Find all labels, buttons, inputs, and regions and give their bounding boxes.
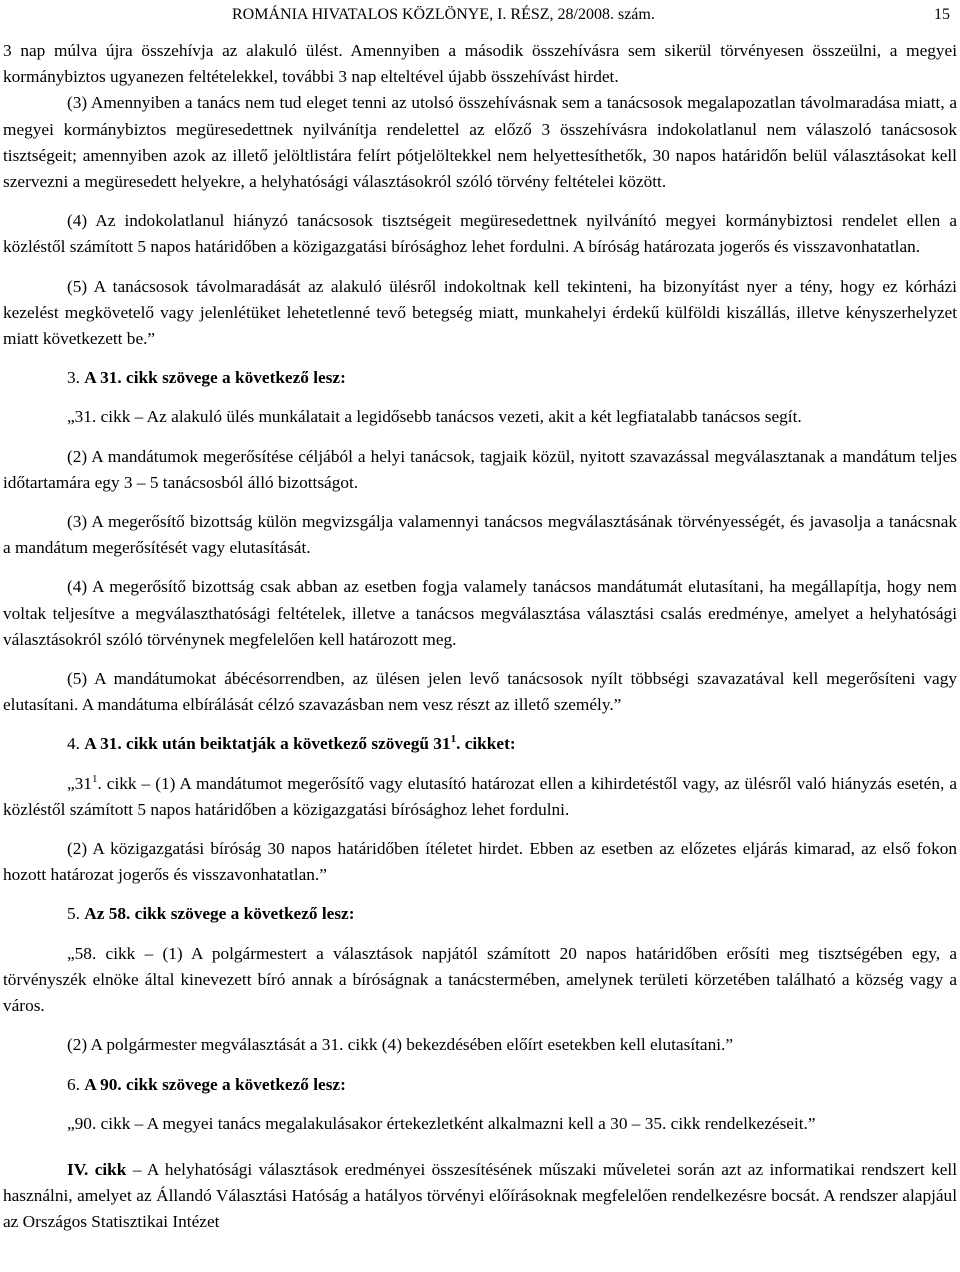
superscript: 1	[91, 772, 98, 785]
heading-tail: . cikket:	[456, 734, 516, 754]
paragraph: (3) Amennyiben a tanács nem tud eleget tenni az utolsó összehívásnak sem a tanácsosok megalapozatlan távolmaradása miatt, a megyei kormánybiztos megüresedettnek nyilvánítja rendelettel az előző 3 összehívásra indokolatlanul nem válaszoló tanácsosok tisztségeit; amennyiben azok az illető jelöltlistára felírt pótjelöltekkel nem helyettesíthetők, 30 napos határidőn belül választásokat kell szervezni a megüresedett helyekre, a helyhatósági választásokról szóló törvény feltételei között.	[3, 93, 957, 192]
heading-main: A 31. cikk után beiktatják a következő szövegű 31	[84, 734, 451, 754]
paragraph	[3, 1157, 957, 1236]
paragraph	[3, 771, 957, 823]
paragraph: (4) A megerősítő bizottság csak abban az esetben fogja valamely tanácsos mandátumát elutasítani, ha megállapítja, hogy nem voltak teljesítve a megválaszthatósági feltételek, illetve a tanácsos megválasztása választási csalás eredménye, amelyet a helyhatósági választásokról szóló törvénynek megfelelően kell határozott meg.	[3, 577, 957, 649]
page-header	[0, 6, 960, 32]
paragraph: (2) A közigazgatási bíróság 30 napos határidőben ítéletet hirdet. Ebben az esetben az előzetes eljárás kimarad, az első fokon hozott határozat jogerős és visszavonhatatlan.”	[3, 839, 957, 885]
paragraph: (2) A mandátumok megerősítése céljából a helyi tanácsok, tagjaik közül, nyitott szavazással megválasztanak a mandátum teljes időtartamára egy 3 ‒ 5 tanácsosból álló bizottságot.	[3, 446, 957, 492]
paragraph-text: . cikk ‒ (1) A mandátumot megerősítő vagy elutasító határozat ellen a kihirdetéstől vagy, az ülésről való hiányzás esetén, a közléstől számított 5 napos határidőben a közigazgatási bírósághoz lehet fordulni.	[3, 773, 957, 819]
paragraph: (5) A tanácsosok távolmaradását az alakuló ülésről indokoltnak kell tekinteni, ha bizonyítást nyer a tény, hogy ez kórházi kezelést megkövetelő vagy jelenlétüket lehetetlenné tevő betegség miatt, munkahelyi érdekű külföldi kiszállás, illetve kényszerhelyzet miatt következett be.”	[3, 276, 957, 349]
section-number: 6.	[67, 1074, 85, 1094]
section-number: 4.	[67, 734, 85, 754]
page-number: 15	[934, 6, 950, 23]
article-heading: IV. cikk	[67, 1159, 127, 1179]
paragraph: (4) Az indokolatlanul hiányzó tanácsosok tisztségeit megüresedettnek nyilvánító megyei kormánybiztosi rendelet ellen a közléstől számított 5 napos határidőben a közigazgatási bírósághoz lehet fordulni. A bíróság határozata jogerős és visszavonhatatlan.	[3, 211, 957, 257]
section-heading	[3, 1072, 957, 1098]
section-heading-text: A 90. cikk szövege a következő lesz:	[84, 1074, 346, 1094]
paragraph: (3) A megerősítő bizottság külön megvizsgálja valamennyi tanácsos megválasztásának törvényességét, és javasolja a tanácsnak a mandátum megerősítését vagy elutasítását.	[3, 512, 957, 558]
section-heading	[3, 731, 957, 757]
paragraph: 3 nap múlva újra összehívja az alakuló ülést. Amennyiben a második összehívásra sem sikerül törvényesen összeülni, a megyei kormánybiztos ugyanezen feltételekkel, további 3 nap elteltével újabb összehívást hirdet.	[3, 41, 957, 87]
section-heading-text	[84, 734, 515, 753]
section-heading	[3, 365, 957, 391]
paragraph: (5) A mandátumokat ábécésorrendben, az ülésen jelen levő tanácsosok nyílt többségi szavazatával kell megerősíteni vagy elutasítani. A mandátuma elbírálását célzó szavazásban nem vesz részt az illető személy.”	[3, 669, 957, 715]
gazette-title: ROMÁNIA HIVATALOS KÖZLÖNYE, I. RÉSZ, 28/2008. szám.	[232, 6, 655, 23]
paragraph-text: ‒ A helyhatósági választások eredményei összesítésének műszaki műveletei során azt az informatikai rendszert kell használni, amelyet az Állandó Választási Hatóság a hatályos törvényi előírásoknak megfelelően rendelkezésre bocsát. A rendszer alapjául az Országos Statisztikai Intézet	[3, 1159, 958, 1232]
paragraph: „31. cikk ‒ Az alakuló ülés munkálatait a legidősebb tanácsos vezeti, akit a két legfiatalabb tanácsos segít.	[67, 407, 802, 427]
section-number: 5.	[67, 904, 85, 924]
section-number: 3.	[67, 368, 85, 388]
paragraph: „58. cikk ‒ (1) A polgármestert a választások napjától számított 20 napos határidőben erősíti meg tisztségében egy, a törvényszék elnöke által kinevezett bíró annak a bíróságnak a tanácstermében, amelynek területi körzetében található a község vagy a város.	[3, 943, 957, 1016]
document-body	[3, 38, 957, 1236]
section-heading-text: Az 58. cikk szövege a következő lesz:	[84, 904, 355, 924]
superscript: 1	[450, 733, 457, 746]
article-ref: „31	[67, 773, 92, 793]
section-heading	[3, 901, 957, 927]
paragraph: (2) A polgármester megválasztását a 31. cikk (4) bekezdésében előírt esetekben kell elutasítani.”	[67, 1035, 734, 1055]
paragraph: „90. cikk ‒ A megyei tanács megalakulásakor értekezletként alkalmazni kell a 30 ‒ 35. cikk rendelkezéseit.”	[67, 1113, 816, 1133]
section-heading-text: A 31. cikk szövege a következő lesz:	[84, 368, 346, 388]
